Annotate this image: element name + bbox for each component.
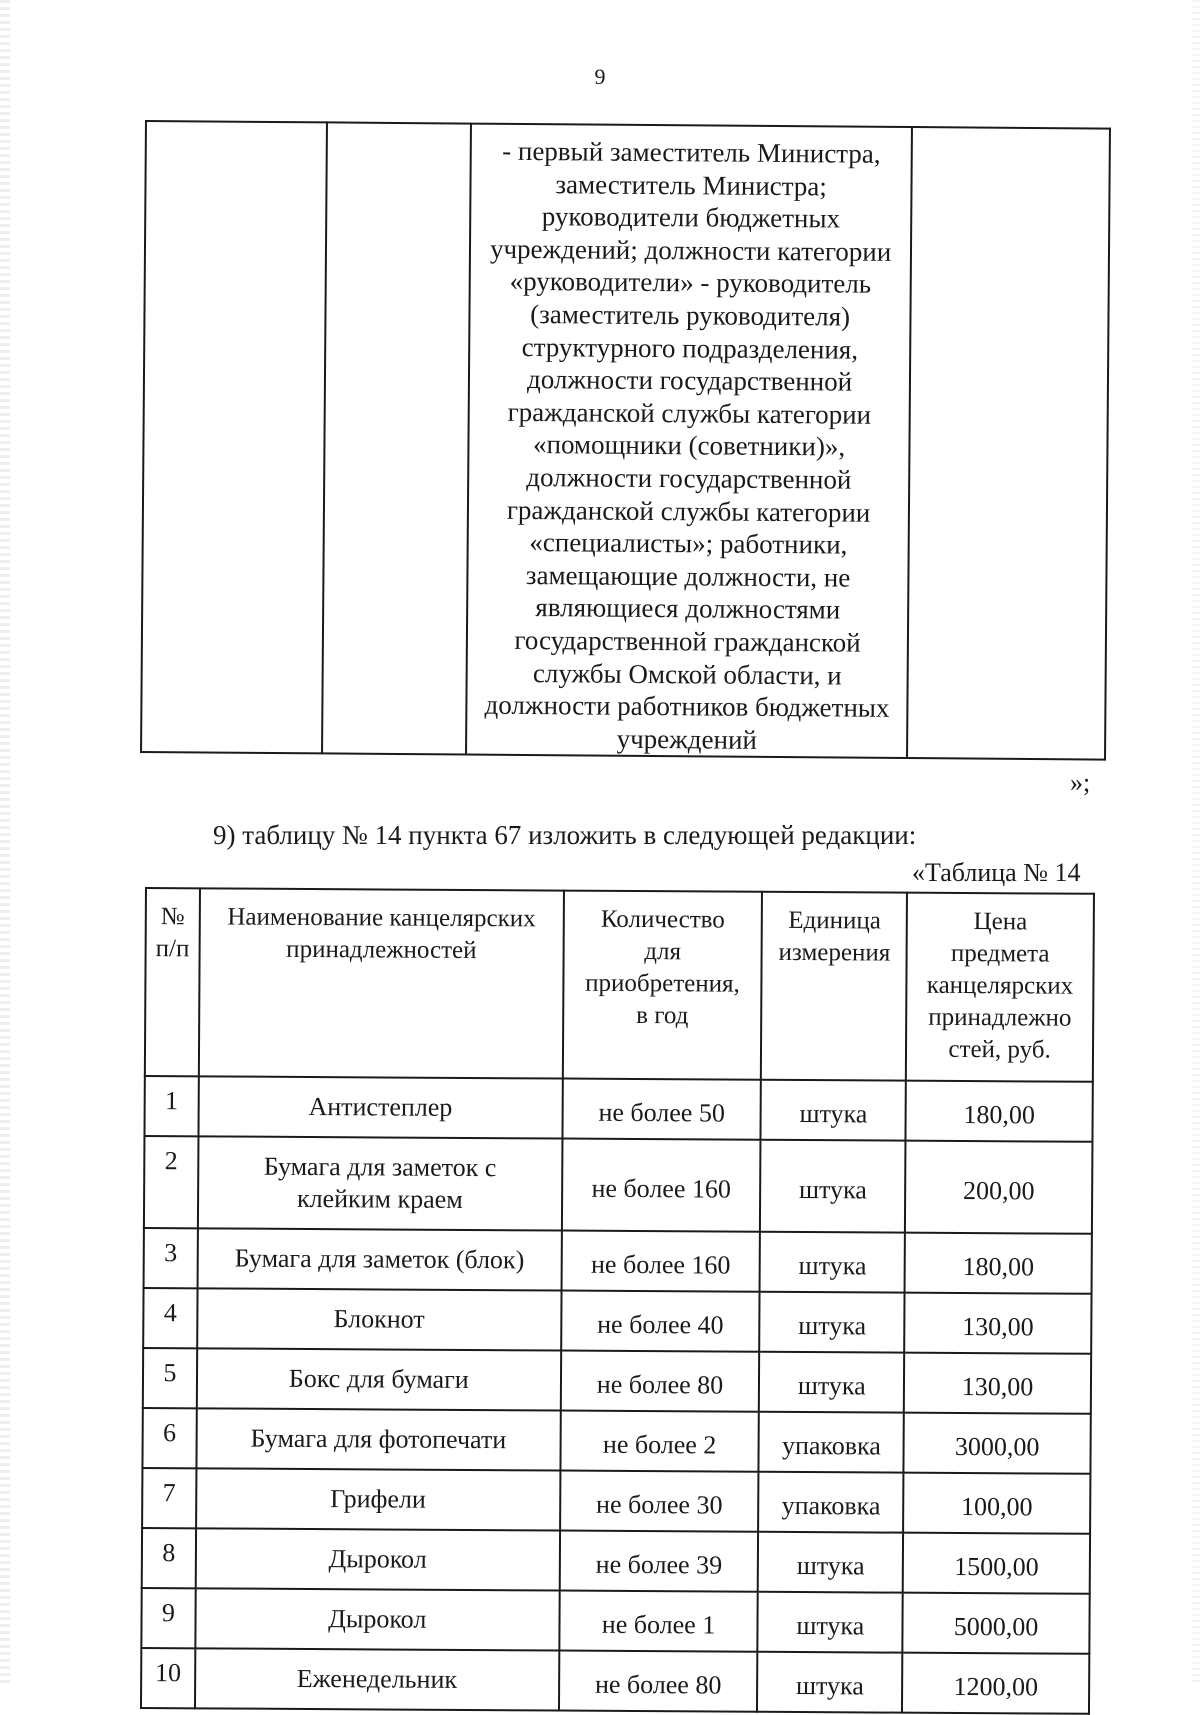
cell-qty: не более 80 xyxy=(561,1351,760,1412)
cell-unit: штука xyxy=(760,1140,905,1233)
cell-name: Бокс для бумаги xyxy=(197,1348,561,1410)
table-row xyxy=(142,1528,1090,1594)
cell-price: 200,00 xyxy=(905,1141,1092,1234)
cell-num: 7 xyxy=(142,1468,196,1528)
continuation-row xyxy=(141,121,1110,760)
cell-price: 1500,00 xyxy=(903,1533,1090,1594)
cell-name: Антистеплер xyxy=(198,1076,562,1138)
cell-unit: штука xyxy=(760,1232,905,1293)
cell-name: Грифели xyxy=(196,1468,560,1530)
cell-qty: не более 39 xyxy=(559,1531,758,1592)
cell-price: 130,00 xyxy=(904,1293,1091,1354)
cell-name: Дырокол xyxy=(195,1588,559,1650)
table-row xyxy=(144,1076,1092,1142)
cell-qty: не более 40 xyxy=(561,1291,760,1352)
table-row xyxy=(144,1228,1092,1294)
cell-num: 5 xyxy=(143,1348,197,1408)
table-caption: «Таблица № 14 xyxy=(912,858,1081,887)
cell-unit: штука xyxy=(760,1292,905,1353)
empty-cell-1 xyxy=(141,121,327,754)
positions-text: - первый заместитель Министра, заместитель Министра; руководители бюджетных учреждений; должности категории «руководители» - руководитель (заместитель руководителя) структурного подразделения, должности государственной гражданской службы категории «помощники (советники)», должности государственной гражданской службы категории «специалисты»; работники, замещающие должности, не являющиеся должностями государственной гражданской службы Омской области, и должности работников бюджетных учреждений xyxy=(484,135,892,755)
cell-name: Еженедельник xyxy=(195,1648,559,1710)
cell-num: 10 xyxy=(141,1648,195,1708)
stationery-table xyxy=(140,887,1095,1715)
table-row xyxy=(143,1288,1091,1354)
header-row xyxy=(145,888,1094,1082)
cell-num: 1 xyxy=(144,1076,198,1136)
cell-unit: штука xyxy=(759,1352,904,1413)
header-qty: Количество для приобретения, в год xyxy=(563,891,763,1080)
table-row xyxy=(144,1136,1093,1234)
cell-num: 2 xyxy=(144,1136,198,1228)
cell-unit: упаковка xyxy=(759,1412,904,1473)
cell-qty: не более 160 xyxy=(562,1139,761,1232)
empty-cell-2 xyxy=(322,122,471,754)
table-body xyxy=(141,1076,1093,1714)
cell-num: 8 xyxy=(142,1528,196,1588)
cell-price: 130,00 xyxy=(904,1353,1091,1414)
cell-name: Бумага для заметок с клейким краем xyxy=(198,1136,562,1230)
table-row xyxy=(143,1348,1091,1414)
cell-unit: штука xyxy=(758,1592,903,1653)
cell-unit: штука xyxy=(758,1532,903,1593)
cell-name: Блокнот xyxy=(197,1288,561,1350)
cell-unit: упаковка xyxy=(758,1472,903,1533)
cell-price: 5000,00 xyxy=(903,1593,1090,1654)
cell-unit: штука xyxy=(761,1080,906,1141)
cell-num: 3 xyxy=(144,1228,198,1288)
table-row xyxy=(142,1408,1090,1474)
scan-edge-right xyxy=(1192,0,1200,1686)
cell-qty: не более 1 xyxy=(559,1591,758,1652)
continuation-table xyxy=(140,120,1111,761)
closing-quote: »; xyxy=(1070,768,1091,797)
cell-price: 100,00 xyxy=(903,1473,1090,1534)
cell-name: Дырокол xyxy=(196,1528,560,1590)
cell-price: 1200,00 xyxy=(902,1653,1089,1714)
cell-qty: не более 80 xyxy=(559,1651,758,1712)
table-row xyxy=(142,1468,1090,1534)
cell-num: 4 xyxy=(143,1288,197,1348)
page-number: 9 xyxy=(594,64,606,89)
header-num: № п/п xyxy=(145,888,200,1076)
cell-qty: не более 50 xyxy=(562,1079,761,1140)
cell-price: 180,00 xyxy=(906,1081,1093,1142)
positions-cell xyxy=(466,124,912,759)
table-row xyxy=(141,1648,1089,1714)
table-row xyxy=(141,1588,1089,1654)
amendment-instruction: 9) таблицу № 14 пункта 67 изложить в следующей редакции: xyxy=(213,820,917,850)
cell-num: 6 xyxy=(142,1408,196,1468)
cell-price: 180,00 xyxy=(905,1233,1092,1294)
header-price: Цена предмета канцелярских принадлежно стей, руб. xyxy=(906,893,1094,1082)
cell-unit: штука xyxy=(757,1652,902,1713)
cell-qty: не более 160 xyxy=(561,1231,760,1292)
cell-name: Бумага для заметок (блок) xyxy=(197,1228,561,1290)
cell-name: Бумага для фотопечати xyxy=(196,1408,560,1470)
cell-qty: не более 30 xyxy=(560,1471,759,1532)
empty-cell-4 xyxy=(907,127,1110,760)
cell-qty: не более 2 xyxy=(560,1411,759,1472)
cell-price: 3000,00 xyxy=(904,1413,1091,1474)
scan-edge-left xyxy=(0,0,10,1686)
header-name: Наименование канцелярских принадлежностей xyxy=(199,888,564,1078)
header-unit: Единица измерения xyxy=(761,892,907,1081)
cell-num: 9 xyxy=(141,1588,195,1648)
